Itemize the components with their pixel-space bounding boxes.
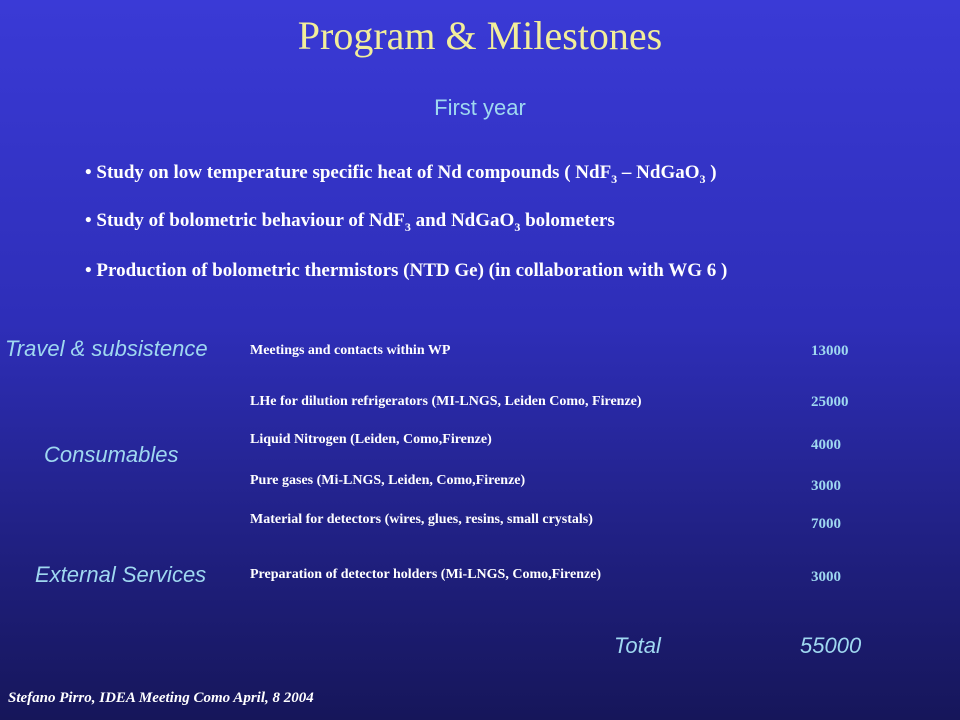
budget-item-amount: 7000 bbox=[811, 516, 841, 532]
footer-credit: Stefano Pirro, IDEA Meeting Como April, 8 2004 bbox=[8, 690, 314, 706]
bullet-text: Study on low temperature specific heat of Nd compounds ( NdF$_3$ – NdGaO$_3$ ) bbox=[96, 162, 717, 186]
budget-item-amount: 13000 bbox=[811, 343, 849, 359]
bullet-marker: • bbox=[85, 210, 92, 231]
budget-item-label: Meetings and contacts within WP bbox=[250, 343, 451, 358]
budget-item-label: LHe for dilution refrigerators (MI-LNGS, Leiden Como, Firenze) bbox=[250, 394, 642, 409]
budget-item-amount: 3000 bbox=[811, 569, 841, 585]
budget-item-label: Liquid Nitrogen (Leiden, Como,Firenze) bbox=[250, 432, 492, 447]
slide-title: Program & Milestones bbox=[297, 13, 663, 58]
budget-item-label: Pure gases (Mi-LNGS, Leiden, Como,Firenze) bbox=[250, 473, 526, 488]
category-travel: Travel & subsistence bbox=[5, 336, 208, 361]
budget-item-amount: 4000 bbox=[811, 437, 841, 453]
bullet-text: Production of bolometric thermistors (NTD Ge) (in collaboration with WG 6 ) bbox=[96, 260, 728, 281]
budget-item-amount: 25000 bbox=[811, 394, 849, 410]
total-value: 55000 bbox=[800, 633, 862, 658]
budget-item-amount: 3000 bbox=[811, 478, 841, 494]
category-consumables: Consumables bbox=[44, 442, 179, 467]
bullet-marker: • bbox=[85, 162, 92, 183]
total-label: Total bbox=[614, 633, 661, 658]
budget-item-label: Preparation of detector holders (Mi-LNGS, Como,Firenze) bbox=[250, 567, 602, 582]
bullet-text: Study of bolometric behaviour of NdF$_3$ and NdGaO$_3$ bolometers bbox=[96, 210, 615, 234]
bullet-marker: • bbox=[85, 260, 92, 281]
budget-item-label: Material for detectors (wires, glues, resins, small crystals) bbox=[250, 512, 593, 527]
bullet-item-3 bbox=[85, 260, 727, 282]
category-external-services: External Services bbox=[35, 562, 207, 587]
slide-subtitle: First year bbox=[434, 95, 526, 120]
bullet-item-2 bbox=[85, 210, 615, 235]
bullet-item-1 bbox=[85, 162, 717, 187]
